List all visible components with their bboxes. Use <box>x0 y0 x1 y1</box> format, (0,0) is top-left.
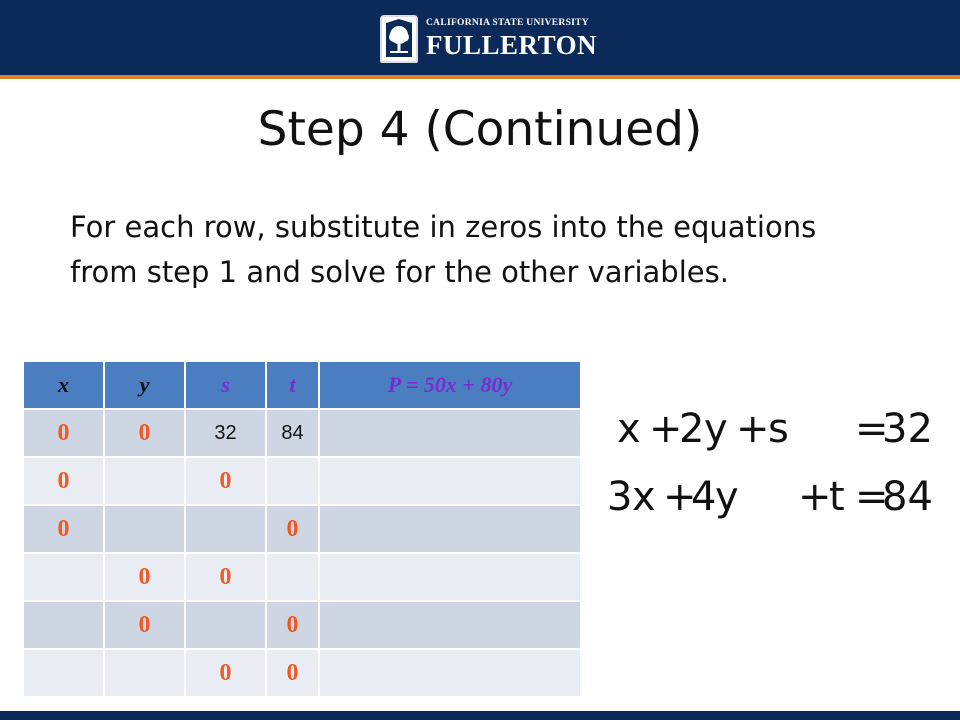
table-cell <box>23 553 104 601</box>
header-accent-stripe <box>0 75 960 79</box>
eq2-equals: = <box>855 474 889 520</box>
column-header-x: x <box>23 361 104 409</box>
table-cell: 0 <box>23 505 104 553</box>
table-cell: 0 <box>266 649 319 697</box>
table-cell <box>319 457 581 505</box>
table-cell <box>319 649 581 697</box>
table-cell <box>23 601 104 649</box>
table-row <box>23 649 581 697</box>
table-cell <box>23 649 104 697</box>
table-cell: 0 <box>23 409 104 457</box>
table-cell: 0 <box>185 457 266 505</box>
table-cell <box>319 505 581 553</box>
table-row <box>23 505 581 553</box>
eq2-rhs: 84 <box>882 474 933 520</box>
column-header-t: t <box>266 361 319 409</box>
tree-seal-icon <box>380 15 418 63</box>
eq1-equals: = <box>855 406 889 452</box>
column-header-y: y <box>104 361 185 409</box>
table-cell: 0 <box>185 649 266 697</box>
eq1-plus-1: + <box>649 406 683 452</box>
constraint-equations <box>605 400 935 530</box>
table-cell <box>266 553 319 601</box>
table-cell: 32 <box>185 409 266 457</box>
table-row <box>23 409 581 457</box>
table-cell: 0 <box>104 409 185 457</box>
eq2-plus-2: + <box>798 474 832 520</box>
eq1-s: s <box>768 406 789 452</box>
column-header-objective: P = 50x + 80y <box>319 361 581 409</box>
eq2-y: y <box>715 474 739 520</box>
table-cell <box>266 457 319 505</box>
table-cell <box>319 601 581 649</box>
logo-campus-name: FULLERTON <box>426 29 598 60</box>
logo-university-line: CALIFORNIA STATE UNIVERSITY <box>426 18 589 29</box>
column-header-s: s <box>185 361 266 409</box>
table-row <box>23 457 581 505</box>
table-cell: 0 <box>104 553 185 601</box>
slide-title: Step 4 (Continued) <box>257 102 703 157</box>
table-row <box>23 553 581 601</box>
table-cell: 0 <box>185 553 266 601</box>
table-cell: 84 <box>266 409 319 457</box>
university-logo <box>380 14 597 64</box>
table-header-row <box>23 361 581 409</box>
table-cell <box>319 553 581 601</box>
eq1-y: y <box>704 406 728 452</box>
eq2-coef-y: 4 <box>691 474 717 520</box>
footer-bar <box>0 711 960 720</box>
table-cell <box>104 649 185 697</box>
table-cell <box>104 457 185 505</box>
table-cell: 0 <box>266 601 319 649</box>
table-cell <box>185 505 266 553</box>
table-cell <box>104 505 185 553</box>
eq1-coef-y: 2 <box>679 406 705 452</box>
slide-body-text: For each row, substitute in zeros into the equations from step 1 and solve for the other variables. <box>70 210 817 289</box>
eq1-x: x <box>617 406 641 452</box>
table-cell: 0 <box>104 601 185 649</box>
eq2-plus-1: + <box>663 474 697 520</box>
eq1-rhs: 32 <box>882 406 933 452</box>
table-cell: 0 <box>23 457 104 505</box>
table-cell: 0 <box>266 505 319 553</box>
eq2-coef-x: 3 <box>607 474 633 520</box>
table-row <box>23 601 581 649</box>
solution-table <box>22 360 582 698</box>
table-cell <box>319 409 581 457</box>
table-cell <box>185 601 266 649</box>
eq2-x: x <box>632 474 656 520</box>
eq2-t: t <box>829 474 845 520</box>
eq1-plus-2: + <box>736 406 770 452</box>
